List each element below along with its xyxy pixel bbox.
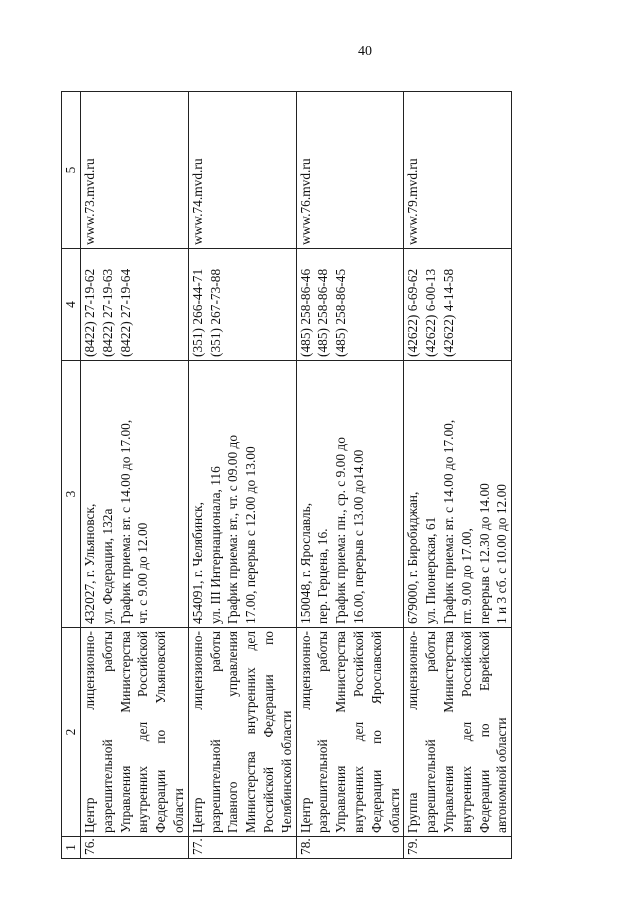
address-schedule [296,361,404,628]
column-header: 1 [62,837,81,859]
address-line: чт. с 9.00 до 12.00 [135,522,151,624]
organization-name [404,628,512,837]
name-line: разрешительной работы [99,631,115,833]
row-number: 79. [404,837,512,859]
address-line: пер. Герцена, 16. [315,528,331,624]
phone: (42622) 6-69-62 [405,268,421,357]
name-line: Центр лицензионно- [189,631,205,833]
address-line: График приема: пн., ср. с 9.00 до [333,437,349,624]
row-number: 77. [188,837,296,859]
address-line: 454091, г. Челябинск, [189,502,205,624]
address-line: ул. III Интернационала, 116 [207,466,223,624]
address-line: 150048, г. Ярославль, [297,502,313,624]
name-line: Управления Министерства [117,631,133,833]
website: www.73.mvd.ru [81,92,189,249]
address-line: 679000, г. Биробиджан, [405,491,421,624]
name-line: Челябинской области [278,710,294,833]
header-row [62,92,81,859]
address-line: пт. 9.00 до 17.00, [458,528,474,624]
licensing-centers-table [61,91,512,859]
address-line: ул. Федерации, 132а [99,508,115,624]
phone: (351) 266-44-71 [189,268,205,357]
table-row [296,92,404,859]
phone: (42622) 4-14-58 [440,268,456,357]
page-number: 40 [358,44,372,59]
name-line: Управления Министерства [440,631,456,833]
name-line: Управления Министерства [333,631,349,833]
phone: (485) 258-86-45 [333,268,349,357]
name-line: разрешительной работы [423,631,439,833]
address-schedule [81,361,189,628]
name-line: разрешительной работы [315,631,331,833]
name-line: Группа лицензионно- [405,631,421,833]
address-line: График приема: вт. с 14.00 до 17.00, [440,419,456,624]
address-line: 17.00, перерыв с 12.00 до 13.00 [243,446,259,624]
column-header: 2 [62,628,81,837]
website: www.76.mvd.ru [296,92,404,249]
table-row [188,92,296,859]
address-line: График приема: вт. с 14.00 до 17.00, [117,419,133,624]
address-line: График приема: вт., чт. с 09.00 до [225,434,241,624]
website: www.79.mvd.ru [404,92,512,249]
phone-numbers [188,249,296,361]
phone-numbers [404,249,512,361]
name-line: Министерства внутренних дел [243,631,259,833]
name-line: Российской Федерации по [260,631,276,833]
name-line: внутренних дел Российской [350,631,366,833]
row-number: 78. [296,837,404,859]
phone: (485) 258-86-46 [297,268,313,357]
phone: (351) 267-73-88 [207,268,223,357]
address-line: 432027, г. Ульяновск, [82,503,97,624]
address-line: перерыв с 12.30 до 14.00 [476,483,492,624]
website: www.74.mvd.ru [188,92,296,249]
organization-name [296,628,404,837]
table-row [404,92,512,859]
phone-numbers [81,249,189,361]
organization-name [81,628,189,837]
name-line: Главного управления [225,631,241,833]
name-line: разрешительной работы [207,631,223,833]
address-line: ул. Пионерская, 61 [423,516,439,624]
name-line: Центр лицензионно- [82,631,97,833]
address-line: 1 и 3 сб. с 10.00 до 12.00 [494,484,510,624]
column-header: 4 [62,249,81,361]
row-number: 76. [81,837,189,859]
name-line: Федерации по Ульяновской [153,631,169,833]
name-line: области [170,788,186,833]
name-line: Федерации по Ярославской [368,631,384,833]
name-line: внутренних дел Российской [458,631,474,833]
name-line: внутренних дел Российской [135,631,151,833]
name-line: Федерации по Еврейской [476,631,492,833]
rotated-table-container [61,91,510,859]
phone: (8422) 27-19-63 [99,268,115,357]
name-line: автономной области [494,717,510,833]
phone: (8422) 27-19-64 [117,268,133,357]
phone: (8422) 27-19-62 [82,268,97,357]
phone: (42622) 6-00-13 [423,268,439,357]
organization-name [188,628,296,837]
column-header: 5 [62,92,81,249]
phone-numbers [296,249,404,361]
name-line: Центр лицензионно- [297,631,313,833]
name-line: области [386,788,402,833]
address-schedule [404,361,512,628]
address-line: 16.00, перерыв с 13.00 до14.00 [350,449,366,624]
phone: (485) 258-86-48 [315,268,331,357]
table-row [81,92,189,859]
column-header: 3 [62,361,81,628]
address-schedule [188,361,296,628]
